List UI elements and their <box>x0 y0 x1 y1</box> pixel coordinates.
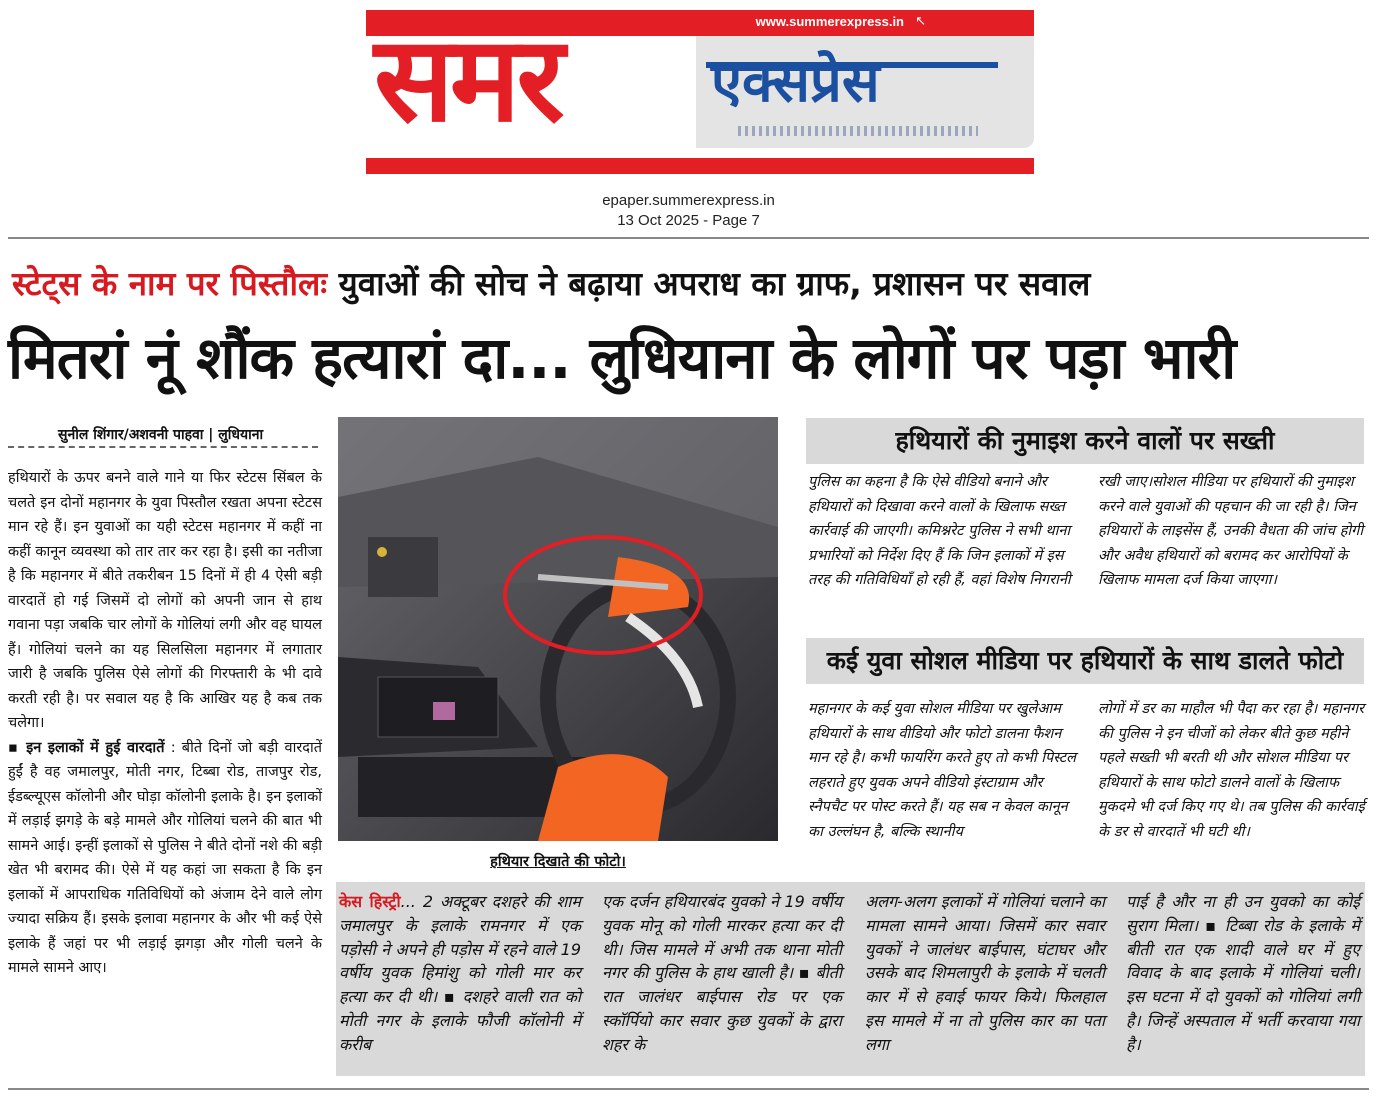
masthead-gap <box>366 148 1034 158</box>
article-body-left <box>8 466 322 981</box>
body-paragraph-2-text: : बीते दिनों जो बड़ी वारदातें हुईं है वह जमालपुर, मोती नगर, टिब्बा रोड, ताजपुर रोड, ईडब्ल्यूएस कॉलोनी और घोड़ा कॉलोनी इलाके है। इन इलाकों में लड़ाई झगड़े के बड़े मामले और गोलियां चलने की बात भी सामने आई। इन्हीं इलाकों से पुलिस ने बीते दोनों नशे की बड़ी खेत भी बरामद की। ऐसे में यह कहां जा सकता है कि इन इलाकों में आपराधिक गतिविधियों को अंजाम देने वाले लोग ज्यादा सक्रिय हैं। इसके इलावा महानगर के और भी कई ऐसे इलाके हैं जहां पर भी लड़ाई झगड़ा और गोली चलने के मामले सामने आए। <box>8 739 323 976</box>
box1-title: हथियारों की नुमाइश करने वालों पर सख्ती <box>806 418 1364 464</box>
masthead-red-underline <box>366 158 1034 174</box>
case-history-column-1-text: ... 2 अक्टूबर दशहरे की शाम जमालपुर के इलाके रामनगर में एक पड़ोसी ने अपने ही पड़ोस में रहने वाले 19 वर्षीय युवक हिमांशु को गोली मार कर हत्या कर दी थी। ▪ दशहरे वाली रात को मोती नगर के इलाके फौजी कॉलोनी में करीब <box>339 892 581 1054</box>
body-paragraph-2 <box>8 736 322 981</box>
article-kicker <box>12 262 1090 306</box>
byline-divider <box>8 446 318 448</box>
box1-column-1: पुलिस का कहना है कि ऐसे वीडियो बनाने और हथियारों को दिखावा करने वालों के खिलाफ सख्त कार्रवाई की जाएगी। कमिश्नरेट पुलिस ने सभी थाना प्रभारियों को निर्देश दिए हैं कि जिन इलाकों में इस तरह की गतिविधियाँ हो रही हैं, वहां विशेष निगरानी <box>808 474 1071 588</box>
kicker-separator: ः <box>327 264 339 303</box>
case-history-column-1 <box>339 890 581 1057</box>
masthead-logo-red-text: समर <box>374 10 561 148</box>
masthead-stripes <box>738 126 978 136</box>
photo-car-interior <box>338 417 778 841</box>
byline: सुनील शिंगार/अशवनी पाहवा | लुधियाना <box>58 427 264 443</box>
site-url: www.summerexpress.in <box>755 14 904 29</box>
box2-title: कई युवा सोशल मीडिया पर हथियारों के साथ डालते फोटो <box>806 638 1364 684</box>
epaper-date-page: 13 Oct 2025 - Page 7 <box>617 212 760 229</box>
case-history-label: केस हिस्ट्री <box>339 892 401 911</box>
article-headline: मितरां नूं शौंक हत्यारां दा... लुधियाना के लोगों पर पड़ा भारी <box>8 324 1236 392</box>
kicker-black-text: युवाओं की सोच ने बढ़ाया अपराध का ग्राफ, प्रशासन पर सवाल <box>338 264 1091 303</box>
box1-column-2: रखी जाए।सोशल मीडिया पर हथियारों की नुमाइश करने वाले युवाओं की पहचान की जा रही है। जिन हथियारों के लाइसेंस हैं, उनकी वैधता की जांच होगी और अवैध हथियारों को बरामद कर आरोपियों के खिलाफ मामला दर्ज किया जाएगा। <box>1098 474 1364 588</box>
body-paragraph-1: हथियारों के ऊपर बनने वाले गाने या फिर स्टेटस सिंबल के चलते इन दोनों महानगर के युवा पिस्तौल रखता अपना स्टेटस मान रहे हैं। इन युवाओं का यही स्टेटस महानगर में कहीं ना कहीं कानून व्यवस्था को तार तार कर रहा है। इसी का नतीजा है कि महानगर में बीते तकरीबन 15 दिनों में ही 4 ऐसी बड़ी वारदातें हो गई जिसमें दो लोगों को अपनी जान से हाथ गवाना पड़ा जबकि चार लोगों के गोलियां लगी और वह घायल हैं। गोलियां चलने का यह सिलसिला महानगर में लगातार जारी है जबकि पुलिस ऐसे लोगों की गिरफ्तारी के भी दावे करती रही है। पर सवाल यह है कि आखिर यह है कब तक चलेगा। <box>8 470 322 731</box>
bottom-divider <box>8 1088 1369 1090</box>
masthead-logo <box>366 10 1034 174</box>
epaper-url: epaper.summerexpress.in <box>602 192 775 209</box>
top-divider <box>8 237 1369 239</box>
box2-column-2: लोगों में डर का माहौल भी पैदा कर रहा है। महानगर की पुलिस ने इन चीजों को लेकर बीते कुछ महीने पहले सख्ती भी बरती थी और सोशल मीडिया पर हथियारों के साथ फोटो डालने वालों के खिलाफ मुकदमे भी दर्ज किए गए थे। तब पुलिस की कार्रवाई के डर से वारदातें भी घटी थी। <box>1098 701 1365 840</box>
case-history-column-2: एक दर्जन हथियारबंद युवको ने 19 वर्षीय युवक मोनू को गोली मारकर हत्या कर दी थी। जिस मामले में अभी तक थाना मोती नगर की पुलिस के हाथ खाली है। ▪ बीती रात जालंधर बाईपास रोड पर एक स्कॉर्पियो कार सवार कुछ युवकों के द्वारा शहर के <box>602 892 842 1054</box>
photo-caption: हथियार दिखाते की फोटो। <box>490 854 626 870</box>
masthead-logo-blue-text: एक्सप्रेस <box>711 50 880 115</box>
subheading-incidents: ▪ इन इलाकों में हुई वारदातें <box>8 739 165 756</box>
kicker-red-text: स्टेट्स के नाम पर पिस्तौल <box>12 264 328 303</box>
article-photo <box>338 417 778 841</box>
box2-column-1: महानगर के कई युवा सोशल मीडिया पर खुलेआम हथियारों के साथ वीडियो और फोटो डालना फैशन मान रहे है। कभी फायरिंग करते हुए तो कभी पिस्टल लहराते हुए युवक अपने वीडियो इंस्टाग्राम और स्नैपचैट पर पोस्ट करते हैं। यह सब न केवल कानून का उल्लंघन है, बल्कि स्थानीय <box>808 701 1076 840</box>
cursor-icon: ↖ <box>915 14 926 29</box>
case-history-column-3: अलग-अलग इलाकों में गोलियां चलाने का मामला सामने आया। जिसमें कार सवार युवकों ने जालंधर बाईपास, घंटाघर और उसके बाद शिमलापुरी के इलाके में चलती कार में से हवाई फायर किये। फिलहाल इस मामले में ना तो पुलिस कार का पता लगा <box>865 892 1105 1054</box>
case-history-column-4: पाई है और ना ही उन युवको का कोई सुराग मिला। ▪ टिब्बा रोड के इलाके में बीती रात एक शादी वाले घर में हुए विवाद के बाद इलाके में गोलियां चली। इस घटना में दो युवकों को गोलियां लगी है। जिन्हें अस्पताल में भर्ती करवाया गया है। <box>1126 892 1360 1054</box>
